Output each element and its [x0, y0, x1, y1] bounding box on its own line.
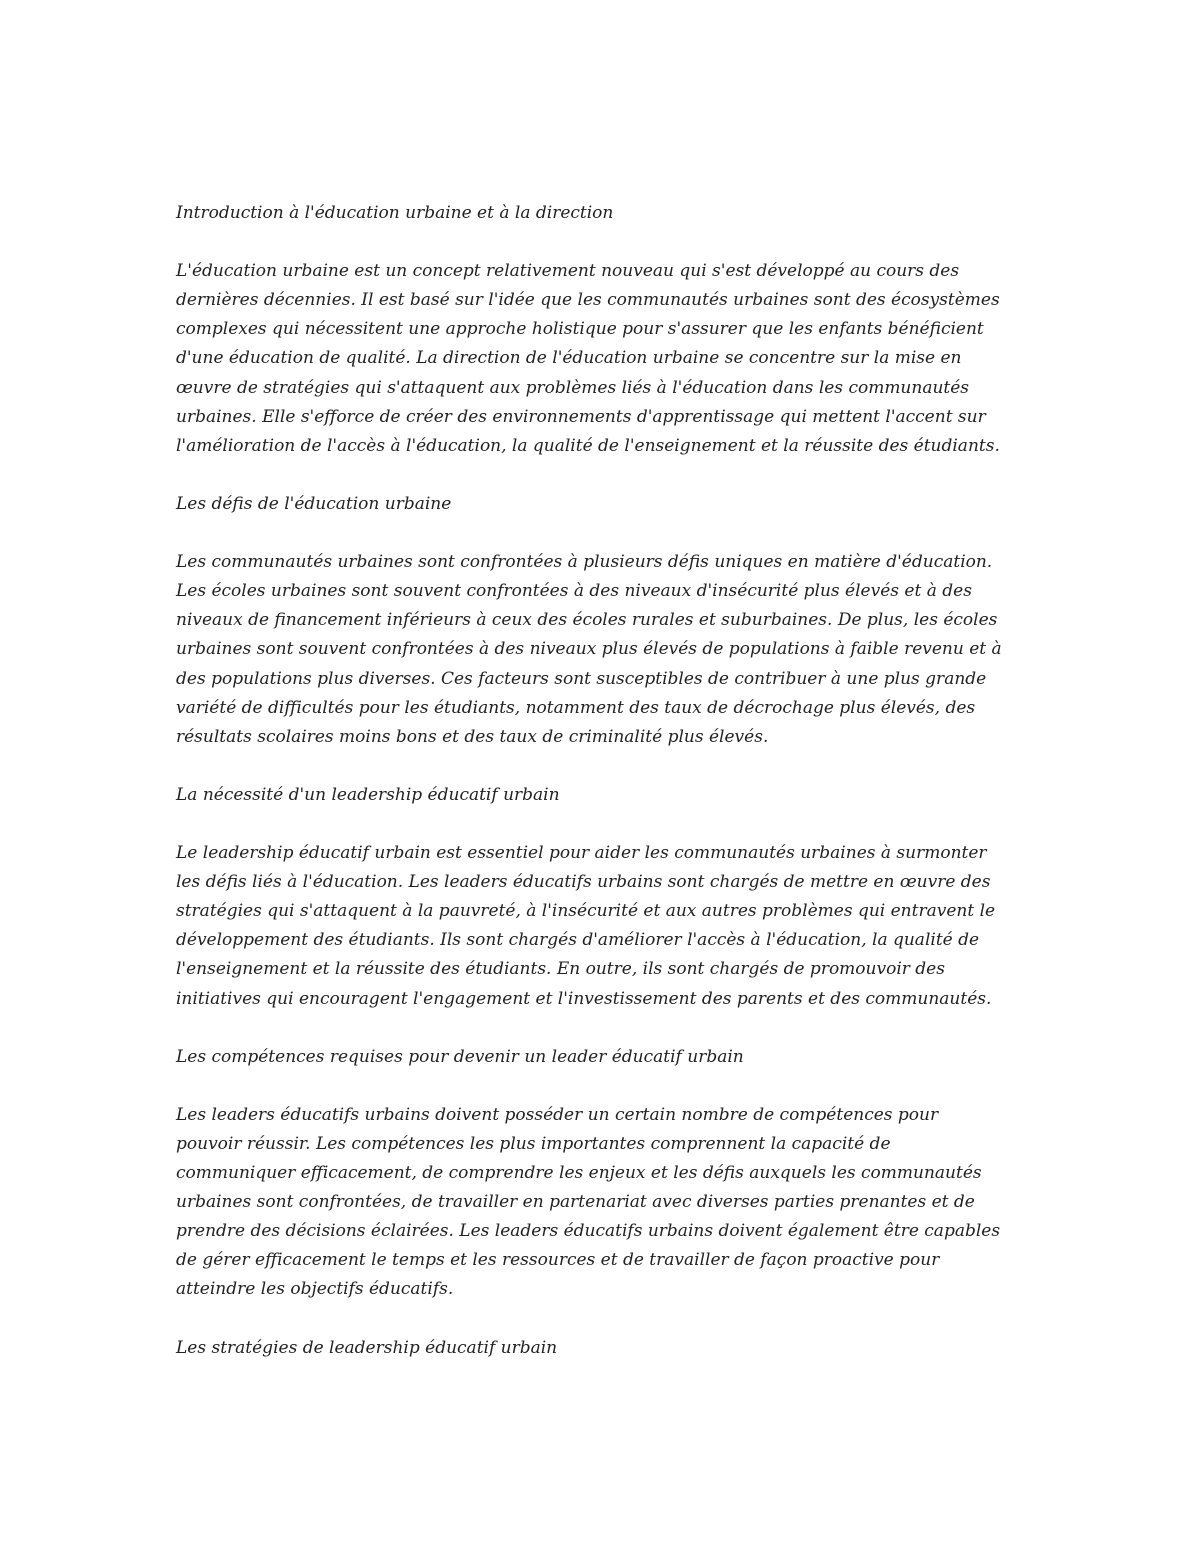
text-line: complexes qui nécessitent une approche holistique pour s'assurer que les enfants bénéficient: [176, 319, 984, 340]
paragraph-need: [176, 839, 1026, 1014]
text-line: Le leadership éducatif urbain est essentiel pour aider les communautés urbaines à surmonter: [176, 843, 987, 864]
section-heading-need: La nécessité d'un leadership éducatif urbain: [176, 784, 560, 805]
section-heading-skills: Les compétences requises pour devenir un leader éducatif urbain: [176, 1046, 744, 1067]
text-line: d'une éducation de qualité. La direction de l'éducation urbaine se concentre sur la mise en: [176, 348, 962, 369]
text-line: variété de difficultés pour les étudiants, notamment des taux de décrochage plus élevés, des: [176, 697, 976, 718]
section-heading-strategies: Les stratégies de leadership éducatif urbain: [176, 1337, 558, 1358]
text-line: niveaux de financement inférieurs à ceux des écoles rurales et suburbaines. De plus, les écoles: [176, 610, 998, 631]
text-line: pouvoir réussir. Les compétences les plus importantes comprennent la capacité de: [176, 1134, 891, 1154]
paragraph-challenges: [176, 548, 1026, 752]
paragraph-introduction: [176, 257, 1026, 461]
text-line: L'éducation urbaine est un concept relativement nouveau qui s'est développé au cours des: [176, 261, 960, 282]
text-line: l'enseignement et la réussite des étudiants. En outre, ils sont chargés de promouvoir des: [176, 959, 945, 980]
text-line: développement des étudiants. Ils sont chargés d'améliorer l'accès à l'éducation, la qualité de: [176, 930, 980, 951]
text-line: des populations plus diverses. Ces facteurs sont susceptibles de contribuer à une plus grande: [176, 668, 987, 689]
text-line: stratégies qui s'attaquent à la pauvreté, à l'insécurité et aux autres problèmes qui entravent le: [176, 901, 996, 922]
text-line: atteindre les objectifs éducatifs.: [176, 1279, 454, 1300]
text-line: œuvre de stratégies qui s'attaquent aux problèmes liés à l'éducation dans les communautés: [176, 377, 970, 398]
text-line: urbaines sont souvent confrontées à des niveaux plus élevés de populations à faible revenu et à: [176, 639, 1002, 660]
text-line: prendre des décisions éclairées. Les leaders éducatifs urbains doivent également être capables: [176, 1221, 1001, 1242]
text-line: initiatives qui encouragent l'engagement et l'investissement des parents et des communautés.: [176, 988, 992, 1009]
section-heading-challenges: Les défis de l'éducation urbaine: [176, 493, 452, 514]
text-line: urbaines. Elle s'efforce de créer des environnements d'apprentissage qui mettent l'accent sur: [176, 406, 986, 427]
section-heading-introduction: Introduction à l'éducation urbaine et à la direction: [176, 203, 614, 223]
text-line: Les communautés urbaines sont confrontées à plusieurs défis uniques en matière d'éducation.: [176, 552, 993, 573]
paragraph-skills: [176, 1101, 1026, 1305]
text-line: l'amélioration de l'accès à l'éducation, la qualité de l'enseignement et la réussite des étudiants.: [176, 435, 1000, 456]
text-line: de gérer efficacement le temps et les ressources et de travailler de façon proactive pour: [176, 1250, 940, 1271]
text-line: résultats scolaires moins bons et des taux de criminalité plus élevés.: [176, 726, 769, 747]
text-line: urbaines sont confrontées, de travailler en partenariat avec diverses parties prenantes et de: [176, 1192, 975, 1213]
text-line: Les leaders éducatifs urbains doivent posséder un certain nombre de compétences pour: [176, 1104, 939, 1125]
text-line: les défis liés à l'éducation. Les leaders éducatifs urbains sont chargés de mettre en œuvre des: [176, 872, 991, 893]
text-line: communiquer efficacement, de comprendre les enjeux et les défis auxquels les communautés: [176, 1163, 982, 1184]
document-page: [176, 199, 1026, 1392]
text-line: dernières décennies. Il est basé sur l'idée que les communautés urbaines sont des écosystèmes: [176, 290, 1000, 311]
text-line: Les écoles urbaines sont souvent confrontées à des niveaux d'insécurité plus élevés et à des: [176, 581, 972, 602]
